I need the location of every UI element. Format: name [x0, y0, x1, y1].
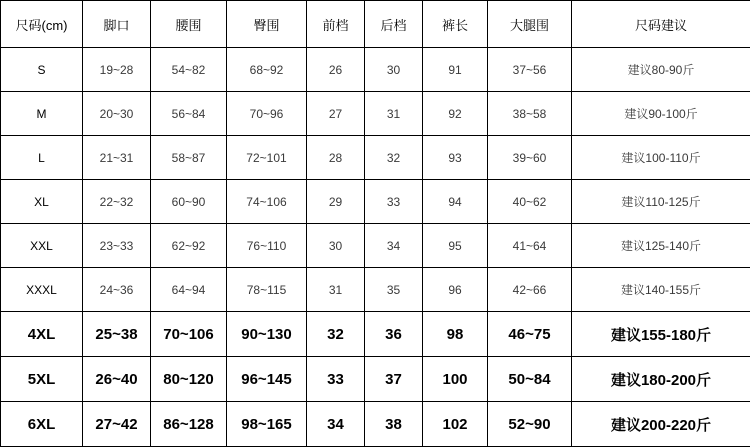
- cell-waist: 56~84: [151, 92, 227, 136]
- cell-back-rise: 35: [365, 268, 423, 312]
- cell-leg-opening: 24~36: [83, 268, 151, 312]
- table-row: [1, 180, 750, 224]
- cell-hip: 96~145: [227, 357, 307, 402]
- cell-recommendation: 建议180-200斤: [572, 357, 750, 402]
- table-row: [1, 357, 750, 402]
- table-row: [1, 92, 750, 136]
- cell-recommendation: 建议125-140斤: [572, 224, 750, 268]
- cell-hip: 78~115: [227, 268, 307, 312]
- cell-thigh: 41~64: [488, 224, 572, 268]
- cell-thigh: 40~62: [488, 180, 572, 224]
- cell-hip: 68~92: [227, 48, 307, 92]
- cell-thigh: 39~60: [488, 136, 572, 180]
- cell-leg-opening: 20~30: [83, 92, 151, 136]
- cell-hip: 74~106: [227, 180, 307, 224]
- cell-back-rise: 31: [365, 92, 423, 136]
- cell-back-rise: 34: [365, 224, 423, 268]
- cell-waist: 60~90: [151, 180, 227, 224]
- cell-recommendation: 建议100-110斤: [572, 136, 750, 180]
- column-header-size: 尺码(cm): [1, 1, 83, 48]
- cell-recommendation: 建议140-155斤: [572, 268, 750, 312]
- cell-recommendation: 建议90-100斤: [572, 92, 750, 136]
- cell-thigh: 46~75: [488, 312, 572, 357]
- cell-recommendation: 建议110-125斤: [572, 180, 750, 224]
- cell-leg-opening: 25~38: [83, 312, 151, 357]
- cell-front-rise: 34: [307, 402, 365, 447]
- cell-leg-opening: 23~33: [83, 224, 151, 268]
- cell-thigh: 37~56: [488, 48, 572, 92]
- cell-recommendation: 建议80-90斤: [572, 48, 750, 92]
- cell-pant-length: 93: [423, 136, 488, 180]
- cell-thigh: 50~84: [488, 357, 572, 402]
- cell-size: 5XL: [1, 357, 83, 402]
- cell-size: XXXL: [1, 268, 83, 312]
- cell-thigh: 52~90: [488, 402, 572, 447]
- table-header-row: [1, 1, 750, 48]
- cell-hip: 98~165: [227, 402, 307, 447]
- cell-pant-length: 95: [423, 224, 488, 268]
- cell-thigh: 42~66: [488, 268, 572, 312]
- table-row: [1, 48, 750, 92]
- cell-pant-length: 102: [423, 402, 488, 447]
- cell-waist: 70~106: [151, 312, 227, 357]
- cell-pant-length: 94: [423, 180, 488, 224]
- cell-leg-opening: 26~40: [83, 357, 151, 402]
- cell-size: 6XL: [1, 402, 83, 447]
- cell-back-rise: 37: [365, 357, 423, 402]
- cell-back-rise: 32: [365, 136, 423, 180]
- cell-pant-length: 91: [423, 48, 488, 92]
- cell-waist: 58~87: [151, 136, 227, 180]
- cell-leg-opening: 22~32: [83, 180, 151, 224]
- cell-front-rise: 28: [307, 136, 365, 180]
- column-header-thigh: 大腿围: [488, 1, 572, 48]
- cell-front-rise: 32: [307, 312, 365, 357]
- column-header-hip: 臀围: [227, 1, 307, 48]
- cell-leg-opening: 19~28: [83, 48, 151, 92]
- cell-size: L: [1, 136, 83, 180]
- table-row: [1, 402, 750, 447]
- cell-hip: 72~101: [227, 136, 307, 180]
- cell-back-rise: 36: [365, 312, 423, 357]
- cell-back-rise: 30: [365, 48, 423, 92]
- cell-front-rise: 29: [307, 180, 365, 224]
- cell-size: S: [1, 48, 83, 92]
- table-row: [1, 268, 750, 312]
- cell-hip: 70~96: [227, 92, 307, 136]
- table-row: [1, 136, 750, 180]
- cell-size: M: [1, 92, 83, 136]
- cell-waist: 80~120: [151, 357, 227, 402]
- cell-front-rise: 31: [307, 268, 365, 312]
- table-row: [1, 224, 750, 268]
- cell-waist: 54~82: [151, 48, 227, 92]
- cell-waist: 86~128: [151, 402, 227, 447]
- column-header-recommendation: 尺码建议: [572, 1, 750, 48]
- cell-size: XXL: [1, 224, 83, 268]
- cell-pant-length: 98: [423, 312, 488, 357]
- column-header-leg-opening: 脚口: [83, 1, 151, 48]
- size-chart-body: [1, 1, 750, 447]
- cell-size: XL: [1, 180, 83, 224]
- cell-leg-opening: 21~31: [83, 136, 151, 180]
- cell-waist: 62~92: [151, 224, 227, 268]
- cell-leg-opening: 27~42: [83, 402, 151, 447]
- column-header-pant-length: 裤长: [423, 1, 488, 48]
- cell-waist: 64~94: [151, 268, 227, 312]
- cell-recommendation: 建议155-180斤: [572, 312, 750, 357]
- cell-front-rise: 26: [307, 48, 365, 92]
- cell-back-rise: 38: [365, 402, 423, 447]
- cell-thigh: 38~58: [488, 92, 572, 136]
- column-header-back-rise: 后档: [365, 1, 423, 48]
- cell-back-rise: 33: [365, 180, 423, 224]
- cell-pant-length: 96: [423, 268, 488, 312]
- cell-front-rise: 30: [307, 224, 365, 268]
- cell-hip: 76~110: [227, 224, 307, 268]
- cell-size: 4XL: [1, 312, 83, 357]
- column-header-waist: 腰围: [151, 1, 227, 48]
- table-row: [1, 312, 750, 357]
- cell-pant-length: 92: [423, 92, 488, 136]
- column-header-front-rise: 前档: [307, 1, 365, 48]
- cell-front-rise: 27: [307, 92, 365, 136]
- cell-hip: 90~130: [227, 312, 307, 357]
- cell-recommendation: 建议200-220斤: [572, 402, 750, 447]
- cell-front-rise: 33: [307, 357, 365, 402]
- cell-pant-length: 100: [423, 357, 488, 402]
